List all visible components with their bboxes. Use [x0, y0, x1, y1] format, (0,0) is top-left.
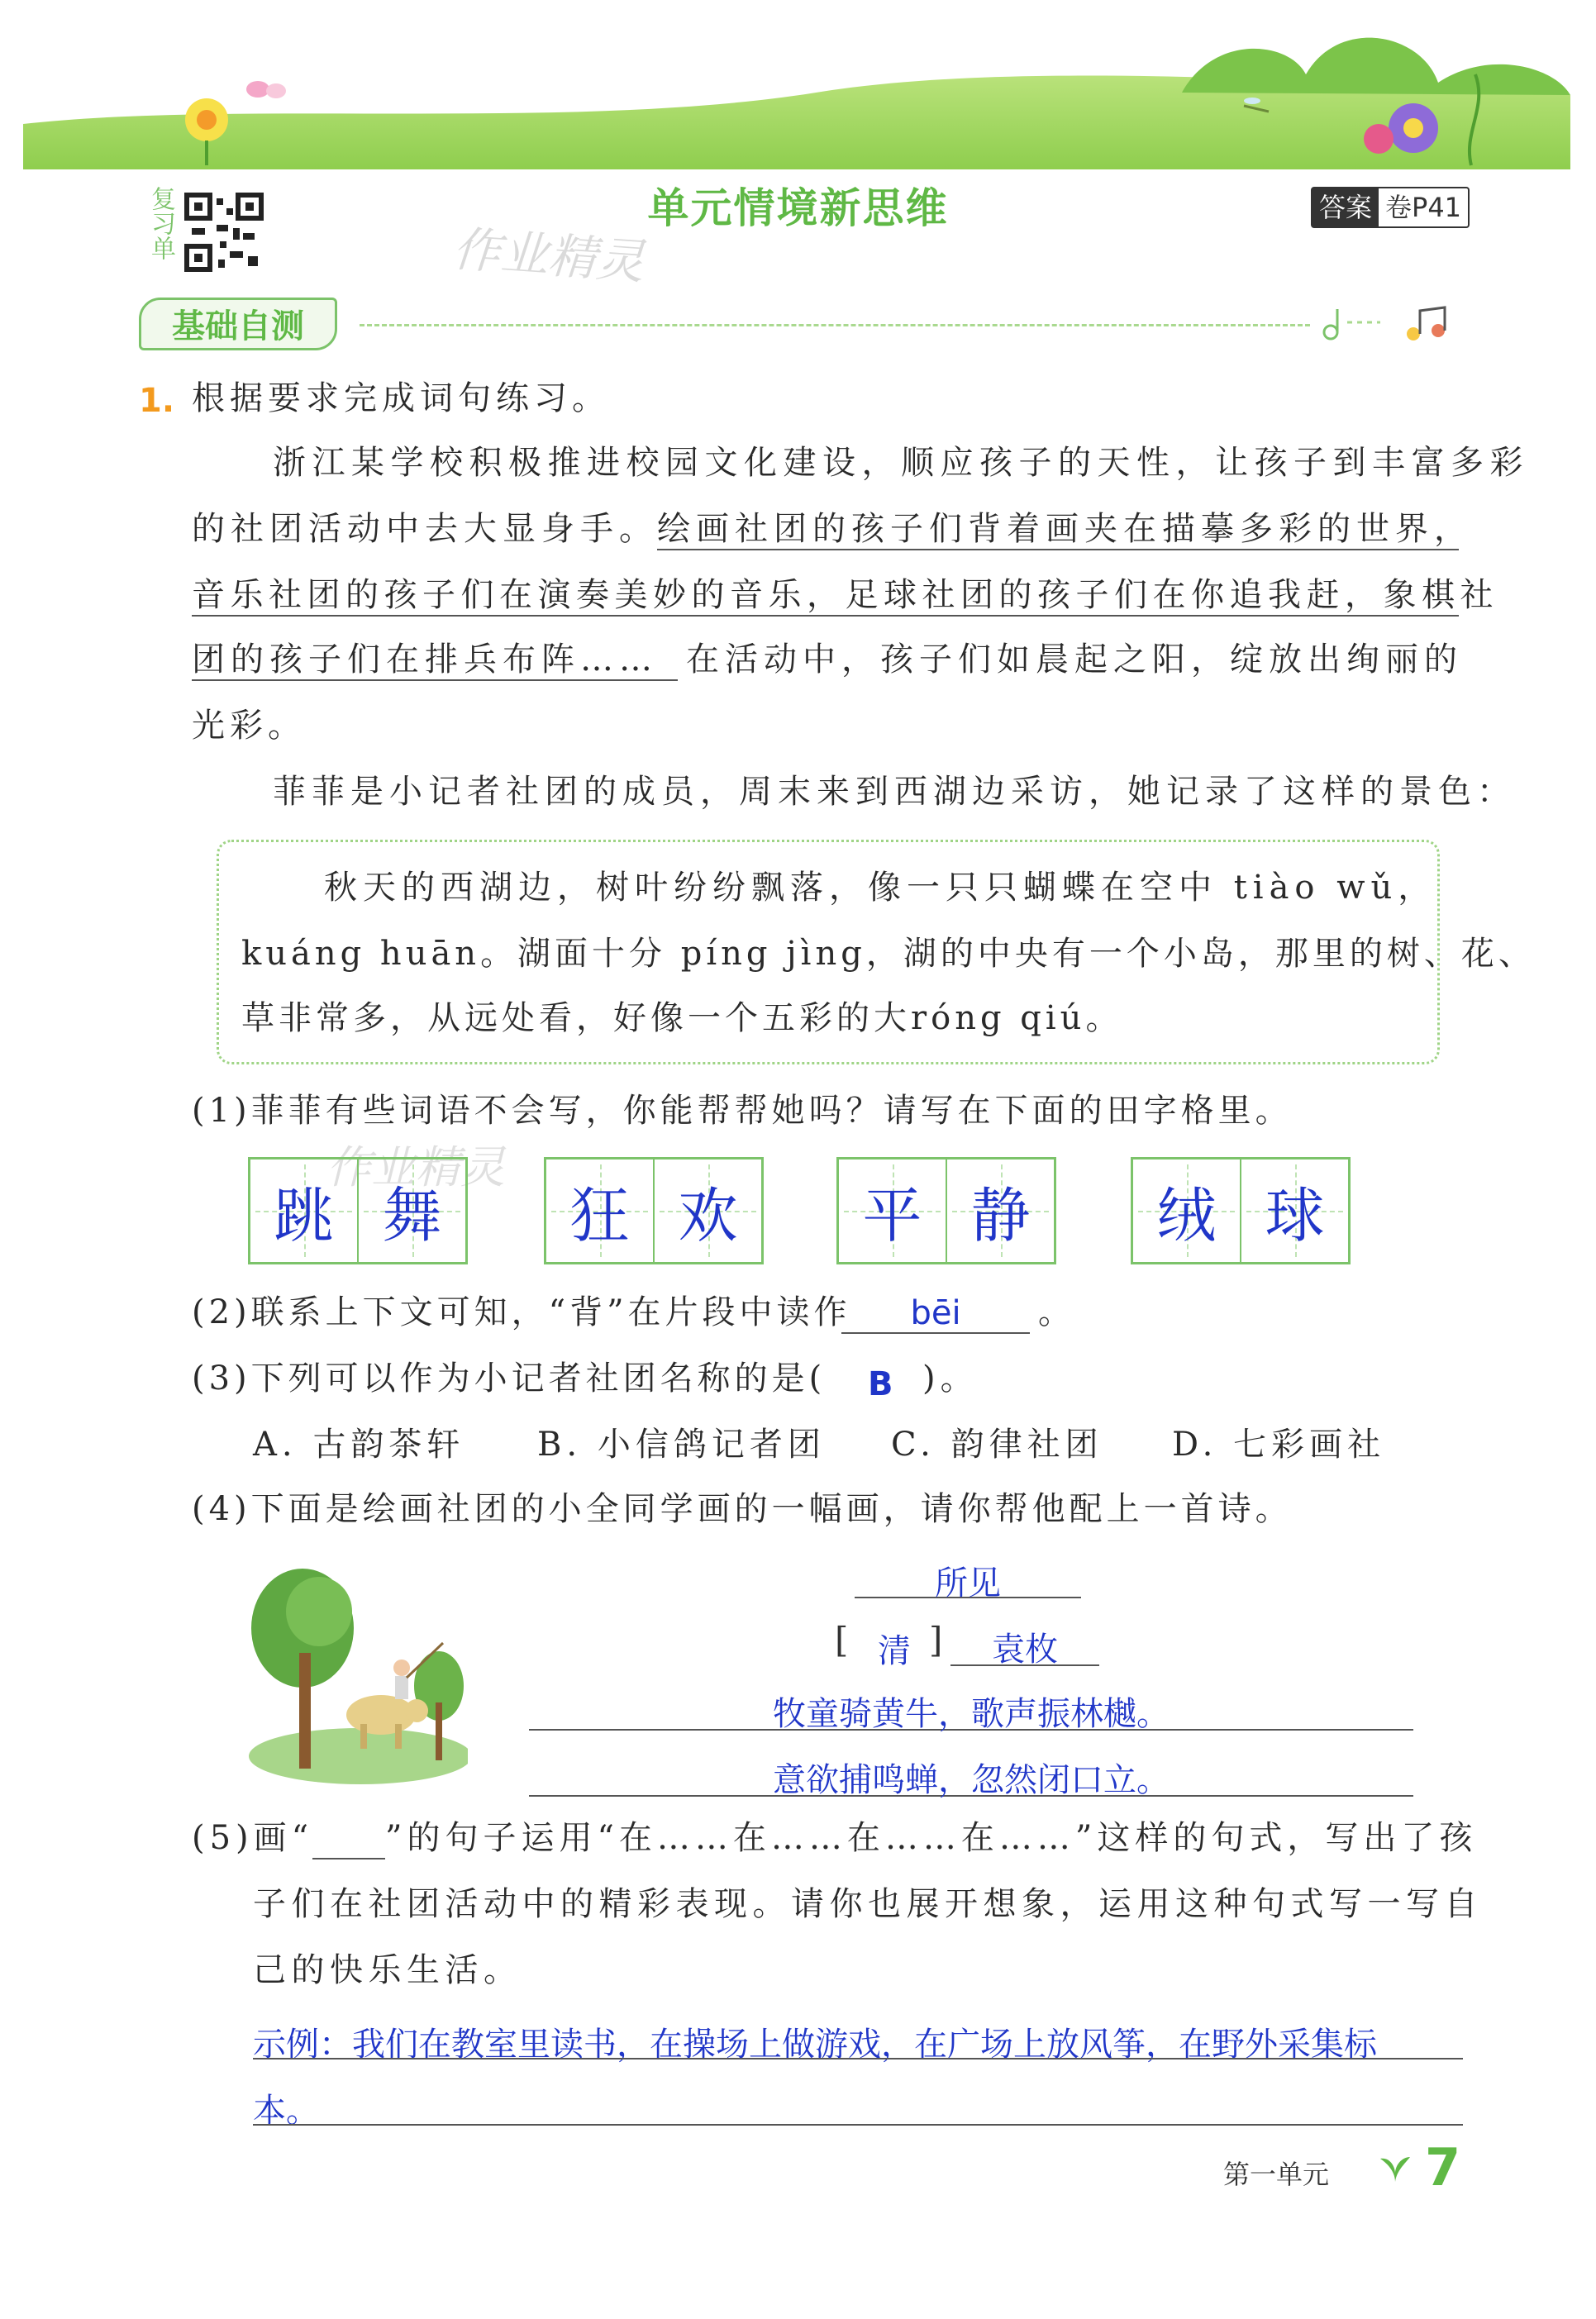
- bracket-open: [: [835, 1620, 849, 1660]
- sub2-answer: bēi: [910, 1294, 961, 1332]
- poem-title: 所见: [935, 1564, 1001, 1602]
- question-number: 1.: [139, 382, 175, 420]
- music-notes-icon: [1314, 298, 1463, 347]
- underline-sentence-1: [657, 549, 1459, 550]
- cowherd-illustration: [245, 1562, 468, 1785]
- option-a: A. 古韵茶轩: [253, 1426, 465, 1464]
- tianzige-grid-2[interactable]: [544, 1157, 764, 1264]
- grid-cell[interactable]: 狂: [546, 1160, 653, 1262]
- page-title: 单元情境新思维: [647, 184, 949, 232]
- sub5-line-3: 己的快乐生活。: [253, 1951, 522, 1989]
- sub3-prompt: (3)下列可以作为小记者社团名称的是(: [192, 1359, 827, 1398]
- sub1-prompt: (1)菲菲有些词语不会写，你能帮帮她吗？请写在下面的田字格里。: [192, 1092, 1293, 1130]
- box-line-3: 草非常多，从远处看，好像一个五彩的大róng qiú。: [241, 999, 1123, 1037]
- question-prompt: 根据要求完成词句练习。: [192, 379, 610, 417]
- sub5-answer-rule-2[interactable]: [253, 2124, 1463, 2126]
- option-b: B. 小信鸽记者团: [537, 1426, 826, 1464]
- passage-line-1: 浙江某学校积极推进校园文化建设，顺应孩子的天性，让孩子到丰富多彩: [273, 444, 1529, 482]
- watermark-2: 作业精灵: [326, 1141, 505, 1193]
- sub5-answer-1: 示例：我们在教室里读书，在操场上做游戏，在广场上放风筝，在野外采集标: [253, 2026, 1377, 2064]
- poem-line-1: 牧童骑黄牛，歌声振林樾。: [773, 1695, 1170, 1733]
- answer-badge: [1311, 187, 1470, 228]
- sub5-prompt-a: (5)画“: [192, 1819, 314, 1857]
- sub2-end: 。: [1038, 1293, 1076, 1331]
- passage-line-4b: 在活动中，孩子们如晨起之阳，绽放出绚丽的: [686, 640, 1463, 679]
- grid-cell[interactable]: 球: [1240, 1160, 1348, 1262]
- sub5-answer-2: 本。: [253, 2092, 319, 2130]
- review-sheet-label: 复习单: [146, 186, 175, 260]
- tianzige-grid-1[interactable]: [248, 1157, 468, 1264]
- sub4-prompt: (4)下面是绘画社团的小全同学画的一幅画，请你帮他配上一首诗。: [192, 1490, 1293, 1528]
- sub3-answer: B: [868, 1365, 893, 1403]
- sub2-answer-line[interactable]: [841, 1332, 1030, 1334]
- butterfly-icon: [246, 81, 286, 98]
- bracket-close: ]: [929, 1620, 943, 1660]
- watermark: 作业精灵: [450, 220, 646, 290]
- answer-page: 卷P41: [1385, 192, 1462, 223]
- section-divider: [360, 324, 1310, 326]
- passage-2: 菲菲是小记者社团的成员，周末来到西湖边采访，她记录了这样的景色：: [273, 773, 1516, 811]
- passage-line-4a: 团的孩子们在排兵布阵……: [192, 640, 658, 679]
- grid-cell[interactable]: 平: [839, 1160, 946, 1262]
- poem-line-2: 意欲捕鸣蝉，忽然闭口立。: [773, 1761, 1170, 1799]
- header-banner: [0, 0, 1596, 182]
- tianzige-grid-4[interactable]: [1131, 1157, 1351, 1264]
- underline-sentence-3: [192, 679, 678, 681]
- underline-sentence-2: [192, 615, 1459, 617]
- poem-dynasty: 清: [878, 1632, 911, 1670]
- grid-cell[interactable]: 跳: [250, 1160, 357, 1262]
- answer-label: 答案: [1313, 188, 1379, 226]
- section-title: 基础自测: [139, 298, 337, 350]
- footer-unit: 第一单元: [1223, 2159, 1330, 2190]
- sub2-prompt: (2)联系上下文可知，“背”在片段中读作: [192, 1293, 851, 1331]
- tianzige-grid-3[interactable]: [836, 1157, 1056, 1264]
- passage-line-2b: 绘画社团的孩子们背着画夹在描摹多彩的世界，: [657, 510, 1473, 548]
- box-line-2: kuáng huān。湖面十分 píng jìng，湖的中央有一个小岛，那里的树、花、: [241, 935, 1536, 973]
- sub5-prompt-b: ”的句子运用“在……在……在……在……”这样的句式，写出了孩: [385, 1819, 1478, 1857]
- leaf-icon: [1379, 2154, 1412, 2183]
- box-line-1: 秋天的西湖边，树叶纷纷飘落，像一只只蝴蝶在空中 tiào wǔ，: [324, 869, 1437, 907]
- grid-cell[interactable]: 绒: [1133, 1160, 1240, 1262]
- grid-cell[interactable]: 舞: [357, 1160, 465, 1262]
- sub5-answer-rule-1[interactable]: [253, 2058, 1463, 2059]
- option-d: D. 七彩画社: [1172, 1426, 1386, 1464]
- grid-cell[interactable]: 静: [946, 1160, 1054, 1262]
- passage-line-3: 音乐社团的孩子们在演奏美妙的音乐，足球社团的孩子们在你追我赶，象棋社: [192, 576, 1498, 614]
- grid-cell[interactable]: 欢: [653, 1160, 761, 1262]
- page-number: 7: [1425, 2137, 1461, 2198]
- sub5-line-2: 子们在社团活动中的精彩表现。请你也展开想象，运用这种句式写一写自: [253, 1885, 1483, 1923]
- passage-line-2a: 的社团活动中去大显身手。: [192, 510, 658, 548]
- sub5-blank[interactable]: [312, 1858, 385, 1859]
- poem-author: 袁枚: [992, 1631, 1058, 1669]
- passage-line-5: 光彩。: [192, 707, 306, 745]
- sub3-end: )。: [922, 1359, 979, 1398]
- option-c: C. 韵律社团: [891, 1426, 1103, 1464]
